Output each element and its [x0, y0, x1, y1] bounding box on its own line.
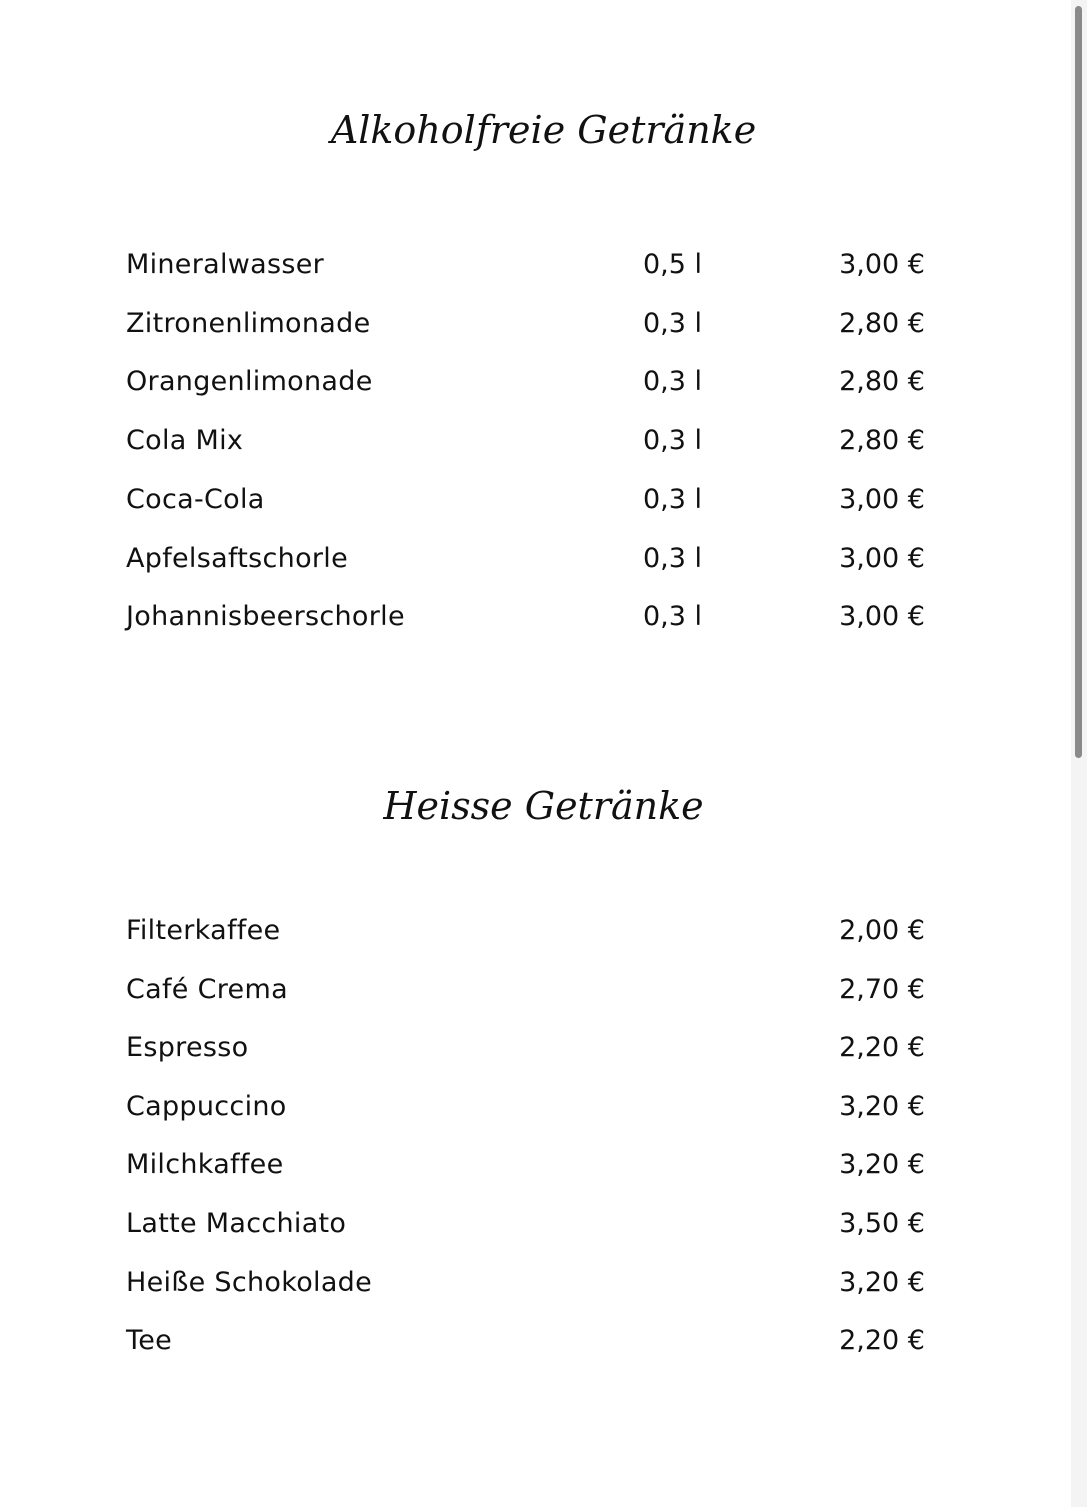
item-volume: 0,5 l — [643, 249, 703, 280]
section-title-cold-drinks: Alkoholfreie Getränke — [330, 108, 757, 152]
item-price: 3,00 € — [839, 483, 925, 515]
item-price: 3,00 € — [839, 542, 925, 574]
item-volume: 0,3 l — [643, 542, 703, 574]
item-name: Heiße Schokolade — [126, 1266, 373, 1298]
menu-item-row — [0, 541, 1087, 577]
menu-item-row — [0, 1147, 1087, 1183]
item-name: Mineralwasser — [126, 249, 325, 280]
item-price: 3,00 € — [839, 249, 925, 280]
item-price: 3,50 € — [839, 1208, 925, 1239]
menu-item-row — [0, 913, 1087, 949]
menu-item-row — [0, 1030, 1087, 1066]
menu-item-row — [0, 972, 1087, 1008]
item-name: Zitronenlimonade — [126, 307, 371, 339]
item-name: Espresso — [126, 1032, 249, 1064]
item-name: Orangenlimonade — [126, 366, 373, 398]
menu-item-row — [0, 306, 1087, 342]
item-name: Cappuccino — [126, 1090, 287, 1122]
menu-item-row — [0, 1089, 1087, 1125]
item-name: Tee — [126, 1325, 173, 1357]
item-name: Apfelsaftschorle — [126, 542, 349, 574]
menu-item-row — [0, 482, 1087, 518]
item-price: 3,20 € — [839, 1090, 925, 1122]
menu-item-row — [0, 1206, 1087, 1242]
item-price: 2,80 € — [839, 366, 925, 398]
item-price: 2,80 € — [839, 307, 925, 339]
item-price: 2,70 € — [839, 973, 925, 1005]
item-volume: 0,3 l — [643, 366, 703, 398]
item-price: 2,20 € — [839, 1032, 925, 1064]
menu-item-row — [0, 364, 1087, 400]
scrollbar-thumb[interactable] — [1075, 6, 1082, 758]
menu-item-row — [0, 1323, 1087, 1359]
item-price: 3,00 € — [839, 601, 925, 633]
item-price: 2,20 € — [839, 1325, 925, 1357]
item-volume: 0,3 l — [643, 601, 703, 633]
menu-item-row — [0, 247, 1087, 283]
item-volume: 0,3 l — [643, 425, 703, 457]
item-name: Latte Macchiato — [126, 1208, 347, 1239]
item-price: 3,20 € — [839, 1266, 925, 1298]
item-volume: 0,3 l — [643, 307, 703, 339]
item-name: Filterkaffee — [126, 915, 281, 946]
item-name: Cola Mix — [126, 425, 244, 457]
vertical-scrollbar[interactable] — [1071, 0, 1087, 1507]
item-name: Coca-Cola — [126, 483, 265, 515]
menu-item-row — [0, 1265, 1087, 1301]
item-price: 3,20 € — [839, 1149, 925, 1181]
item-name: Milchkaffee — [126, 1149, 284, 1181]
item-volume: 0,3 l — [643, 483, 703, 515]
item-name: Café Crema — [126, 973, 288, 1005]
menu-item-row — [0, 423, 1087, 459]
menu-item-row — [0, 599, 1087, 635]
item-price: 2,80 € — [839, 425, 925, 457]
item-name: Johannisbeerschorle — [126, 601, 405, 633]
section-title-hot-drinks: Heisse Getränke — [383, 784, 704, 828]
item-price: 2,00 € — [839, 915, 925, 946]
